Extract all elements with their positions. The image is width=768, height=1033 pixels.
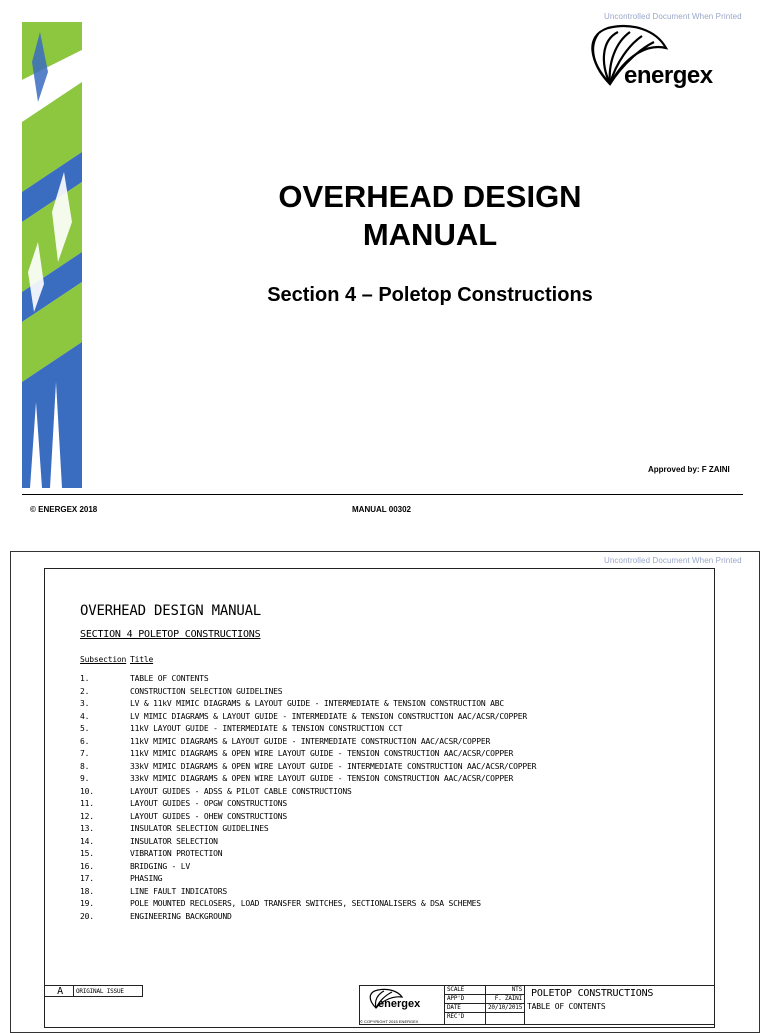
- toc-title: 11kV MIMIC DIAGRAMS & LAYOUT GUIDE - INTERMEDIATE CONSTRUCTION AAC/ACSR/COPPER: [130, 736, 491, 746]
- rev-letter: A: [44, 985, 74, 997]
- toc-row: [80, 723, 402, 735]
- toc-number: 10.: [80, 786, 94, 796]
- toc-number: 3.: [80, 699, 90, 708]
- toc-number: 5.: [80, 724, 90, 733]
- energex-logo-text: energex: [624, 62, 713, 89]
- toc-row: [80, 873, 162, 885]
- title-block: [44, 985, 715, 1025]
- watermark: Uncontrolled Document When Printed: [604, 12, 742, 21]
- toc-number: 7.: [80, 749, 90, 758]
- toc-number: 20.: [80, 911, 94, 921]
- drawing-title-cell: [524, 985, 715, 1025]
- toc-title: ENGINEERING BACKGROUND: [130, 911, 232, 921]
- toc-row: [80, 823, 269, 835]
- toc-number: 13.: [80, 824, 94, 833]
- toc-row: [80, 761, 536, 773]
- toc-row: [80, 786, 352, 798]
- toc-title: LINE FAULT INDICATORS: [130, 886, 227, 896]
- col-title: Title: [130, 655, 154, 664]
- toc-number: 12.: [80, 811, 94, 821]
- toc-title: LV MIMIC DIAGRAMS & LAYOUT GUIDE - INTERMEDIATE & TENSION CONSTRUCTION AAC/ACSR/COPPER: [130, 711, 528, 721]
- energex-logo-small-text: energex: [378, 998, 421, 1010]
- date-label: DATE: [444, 1003, 486, 1013]
- recd-value: [485, 1012, 525, 1025]
- scale-label: SCALE: [444, 985, 486, 995]
- toc-row: [80, 898, 481, 910]
- cover-title-line2: MANUAL: [362, 217, 498, 252]
- toc-row: [80, 686, 282, 698]
- toc-title: VIBRATION PROTECTION: [130, 849, 223, 858]
- toc-number: 19.: [80, 899, 94, 908]
- date-value: 20/10/2015: [485, 1003, 525, 1013]
- drawing-subtitle: TABLE OF CONTENTS: [527, 1002, 606, 1011]
- col-subsection: Subsection: [80, 655, 127, 664]
- toc-row: [80, 673, 208, 685]
- toc-title: 33kV MIMIC DIAGRAMS & OPEN WIRE LAYOUT GUIDE - INTERMEDIATE CONSTRUCTION AAC/ACSR/COPPER: [130, 761, 537, 771]
- toc-title: LAYOUT GUIDES - OPGW CONSTRUCTIONS: [130, 799, 287, 808]
- toc-row: [80, 798, 287, 810]
- toc-number: 15.: [80, 849, 94, 858]
- toc-title: 11kV MIMIC DIAGRAMS & OPEN WIRE LAYOUT GUIDE - TENSION CONSTRUCTION AAC/ACSR/COPPER: [130, 749, 514, 758]
- toc-number: 11.: [80, 799, 94, 808]
- toc-heading: OVERHEAD DESIGN MANUAL: [80, 603, 262, 619]
- toc-title: INSULATOR SELECTION: [130, 836, 218, 846]
- recd-label: REC'D: [444, 1012, 486, 1025]
- appd-value: F. ZAINI: [485, 994, 525, 1004]
- toc-row: [80, 911, 232, 923]
- footer-rule: [22, 494, 743, 495]
- toc-number: 18.: [80, 886, 94, 896]
- decorative-stripes: [22, 22, 82, 488]
- scale-value: NTS: [485, 985, 525, 995]
- toc-title: PHASING: [130, 874, 163, 883]
- toc-title: POLE MOUNTED RECLOSERS, LOAD TRANSFER SWITCHES, SECTIONALISERS & DSA SCHEMES: [130, 899, 481, 908]
- appd-label: APP'D: [444, 994, 486, 1004]
- manual-number: MANUAL 00302: [352, 505, 411, 514]
- toc-title: LV & 11kV MIMIC DIAGRAMS & LAYOUT GUIDE - INTERMEDIATE & TENSION CONSTRUCTION ABC: [130, 699, 504, 708]
- toc-number: 8.: [80, 761, 90, 771]
- toc-row: [80, 736, 490, 748]
- watermark-page2: Uncontrolled Document When Printed: [604, 556, 742, 565]
- toc-row: [80, 836, 218, 848]
- toc-title: LAYOUT GUIDES - ADSS & PILOT CABLE CONSTRUCTIONS: [130, 786, 352, 796]
- toc-title: 11kV LAYOUT GUIDE - INTERMEDIATE & TENSION CONSTRUCTION CCT: [130, 724, 403, 733]
- toc-section: SECTION 4 POLETOP CONSTRUCTIONS: [80, 629, 261, 640]
- toc-row: [80, 848, 222, 860]
- cover-subtitle: Section 4 – Poletop Constructions: [267, 284, 593, 306]
- toc-row: [80, 811, 287, 823]
- toc-title: TABLE OF CONTENTS: [130, 674, 209, 683]
- tb-logo-cell: [359, 985, 445, 1025]
- toc-number: 1.: [80, 674, 90, 683]
- toc-number: 9.: [80, 774, 90, 783]
- tb-copyright: © COPYRIGHT 2015 ENERGEX: [360, 1019, 419, 1024]
- cover-title-line1: OVERHEAD DESIGN: [278, 179, 582, 214]
- toc-number: 14.: [80, 836, 94, 846]
- toc-row: [80, 748, 513, 760]
- toc-title: 33kV MIMIC DIAGRAMS & OPEN WIRE LAYOUT GUIDE - TENSION CONSTRUCTION AAC/ACSR/COPPER: [130, 774, 514, 783]
- toc-row: [80, 861, 190, 873]
- energex-logo: [580, 22, 740, 96]
- toc-number: 2.: [80, 686, 90, 696]
- toc-row: [80, 886, 227, 898]
- rev-description: ORIGINAL ISSUE: [73, 985, 143, 997]
- toc-title: LAYOUT GUIDES - OHEW CONSTRUCTIONS: [130, 811, 287, 821]
- toc-number: 6.: [80, 736, 90, 746]
- toc-number: 4.: [80, 711, 90, 721]
- toc-number: 16.: [80, 861, 94, 871]
- copyright: © ENERGEX 2018: [30, 505, 98, 514]
- toc-number: 17.: [80, 874, 94, 883]
- toc-title: BRIDGING - LV: [130, 861, 191, 871]
- toc-title: INSULATOR SELECTION GUIDELINES: [130, 824, 269, 833]
- toc-row: [80, 698, 504, 710]
- toc-title: CONSTRUCTION SELECTION GUIDELINES: [130, 686, 283, 696]
- toc-row: [80, 711, 527, 723]
- drawing-title: POLETOP CONSTRUCTIONS: [531, 988, 654, 999]
- approved-by: Approved by: F ZAINI: [648, 465, 730, 474]
- toc-row: [80, 773, 513, 785]
